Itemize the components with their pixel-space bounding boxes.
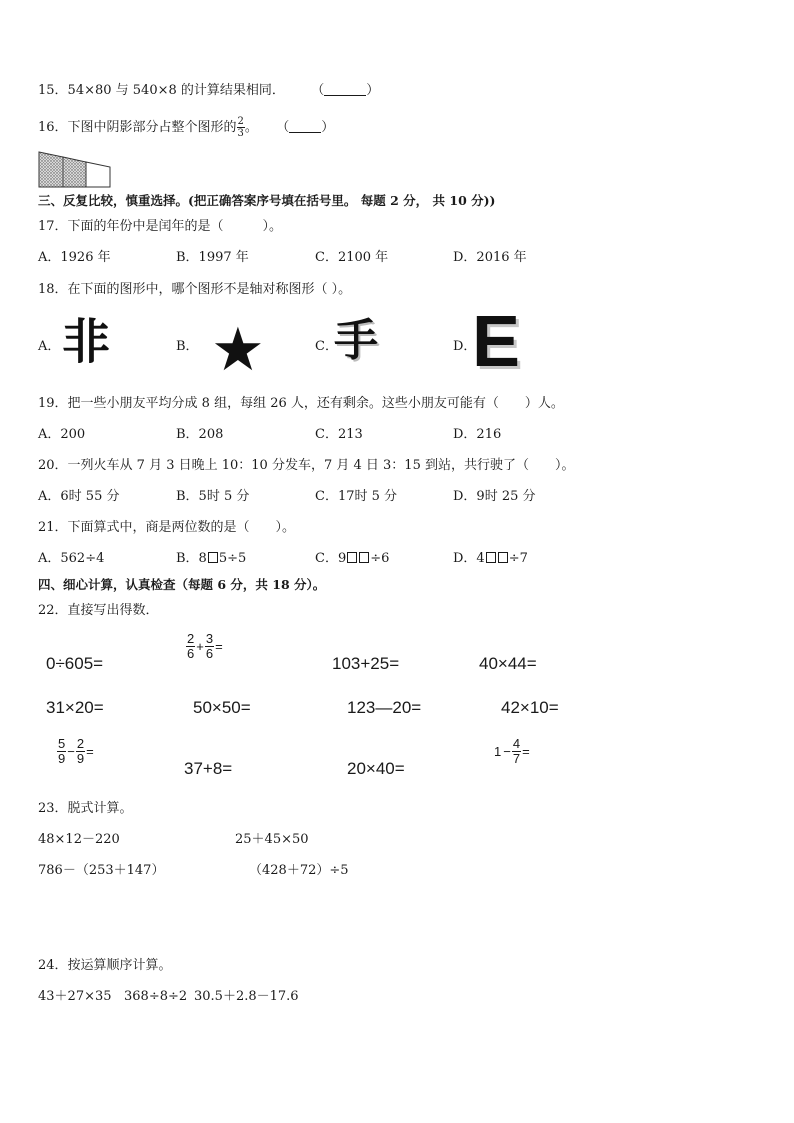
shou-character-image: 手 xyxy=(334,315,378,366)
calc-fraction-item: $\frac{5}{9}$ − $\frac{2}{9}$ = xyxy=(58,736,94,766)
section-4-title: 四、细心计算，认真检查（每题 6 分，共 18 分）。 xyxy=(38,577,326,592)
question-15-text: 15．54×80 与 540×8 的计算结果相同． xyxy=(38,83,285,98)
q17-option-c[interactable]: C．2100 年 xyxy=(315,250,389,265)
expression: 48×12－220 xyxy=(38,832,120,847)
q17-option-d[interactable]: D．2016 年 xyxy=(453,250,527,265)
question-15: 15．54×80 与 540×8 的计算结果相同． （ ） xyxy=(38,83,380,98)
q19-option-c[interactable]: C．213 xyxy=(315,427,363,442)
question-21-text: 21．下面算式中，商是两位数的是（ ）。 xyxy=(38,520,296,535)
digit-box xyxy=(359,552,369,563)
calc-fraction-item: $\frac{2}{6}$ + $\frac{3}{6}$ = xyxy=(187,631,223,661)
expression: 786－（253＋147） xyxy=(38,863,165,878)
q18-option-b[interactable]: B． xyxy=(176,339,199,354)
digit-box xyxy=(347,552,357,563)
question-17-text: 17．下面的年份中是闰年的是（ ）。 xyxy=(38,219,283,234)
q21-option-a[interactable]: A．562÷4 xyxy=(38,551,105,566)
expression: 25＋45×50 xyxy=(235,832,309,847)
expression: （428＋72）÷5 xyxy=(249,863,349,878)
calc-item: 123—20= xyxy=(347,698,422,717)
question-16: 16．下图中阴影部分占整个图形的 $\frac{2}{3}$ 。 （ ） xyxy=(38,116,335,139)
fraction: $\frac{2}{6}$ xyxy=(187,631,195,661)
answer-blank[interactable] xyxy=(289,120,321,133)
question-19-text: 19．把一些小朋友平均分成 8 组，每组 26 人，还有剩余。这些小朋友可能有（ ）人。 xyxy=(38,396,564,411)
answer-blank[interactable] xyxy=(324,83,366,96)
question-20-text: 20．一列火车从 7 月 3 日晚上 10：10 分发车，7 月 4 日 3：15 到站，共行驶了（ ）。 xyxy=(38,458,575,473)
star-icon: ★ xyxy=(211,315,265,385)
question-22-text: 22．直接写出得数． xyxy=(38,603,159,618)
calc-item: 103+25= xyxy=(332,654,400,673)
calc-item: 0÷605= xyxy=(46,654,104,673)
shaded-rectangle-figure xyxy=(38,151,112,189)
q18-option-d[interactable]: D． xyxy=(453,339,477,354)
letter-e-image: E xyxy=(472,302,521,382)
digit-box xyxy=(208,552,218,563)
calc-item: 20×40= xyxy=(347,759,405,778)
question-18-text: 18．在下面的图形中，哪个图形不是轴对称图形（ ）。 xyxy=(38,282,352,297)
calc-item: 40×44= xyxy=(479,654,537,673)
expression: 368÷8÷2 xyxy=(124,989,188,1004)
fraction: $\frac{3}{6}$ xyxy=(205,631,214,661)
calc-item: 31×20= xyxy=(46,698,104,717)
question-24-text: 24．按运算顺序计算。 xyxy=(38,958,172,973)
fraction: $\frac{2}{9}$ xyxy=(76,736,85,766)
expression: 30.5＋2.8－17.6 xyxy=(194,989,299,1004)
calc-item: 42×10= xyxy=(501,698,559,717)
q20-option-d[interactable]: D．9时 25 分 xyxy=(453,489,536,504)
q19-option-b[interactable]: B．208 xyxy=(176,427,224,442)
q20-option-c[interactable]: C．17时 5 分 xyxy=(315,489,398,504)
q19-option-a[interactable]: A．200 xyxy=(38,427,86,442)
shaded-part xyxy=(63,157,86,187)
q17-option-b[interactable]: B．1997 年 xyxy=(176,250,249,265)
fei-character-image: 非 xyxy=(62,314,111,370)
fraction: $\frac{4}{7}$ xyxy=(512,736,521,766)
fraction: $\frac{2}{3}$ xyxy=(237,116,244,139)
calc-item: 37+8= xyxy=(184,759,233,778)
q17-option-a[interactable]: A．1926 年 xyxy=(38,250,111,265)
q20-option-a[interactable]: A．6时 55 分 xyxy=(38,489,120,504)
q21-option-b[interactable]: B．8 5÷5 xyxy=(176,551,247,566)
calc-fraction-item: 1 − $\frac{4}{7}$ = xyxy=(494,736,530,766)
section-3-title: 三、反复比较，慎重选择。(把正确答案序号填在括号里。 每题 2 分， 共 10 分)) xyxy=(38,193,496,208)
calc-item: 50×50= xyxy=(193,698,251,717)
shaded-part xyxy=(39,152,63,187)
q18-option-c[interactable]: C． xyxy=(315,339,338,354)
q20-option-b[interactable]: B．5时 5 分 xyxy=(176,489,250,504)
fraction: $\frac{5}{9}$ xyxy=(58,736,66,766)
unshaded-part xyxy=(86,162,110,187)
digit-box xyxy=(498,552,508,563)
expression: 43＋27×35 xyxy=(38,989,112,1004)
q21-option-c[interactable]: C．9 ÷6 xyxy=(315,551,390,566)
q21-option-d[interactable]: D．4 ÷7 xyxy=(453,551,528,566)
q18-option-a[interactable]: A． xyxy=(38,339,61,354)
q19-option-d[interactable]: D．216 xyxy=(453,427,502,442)
digit-box xyxy=(486,552,496,563)
question-23-text: 23．脱式计算。 xyxy=(38,801,133,816)
